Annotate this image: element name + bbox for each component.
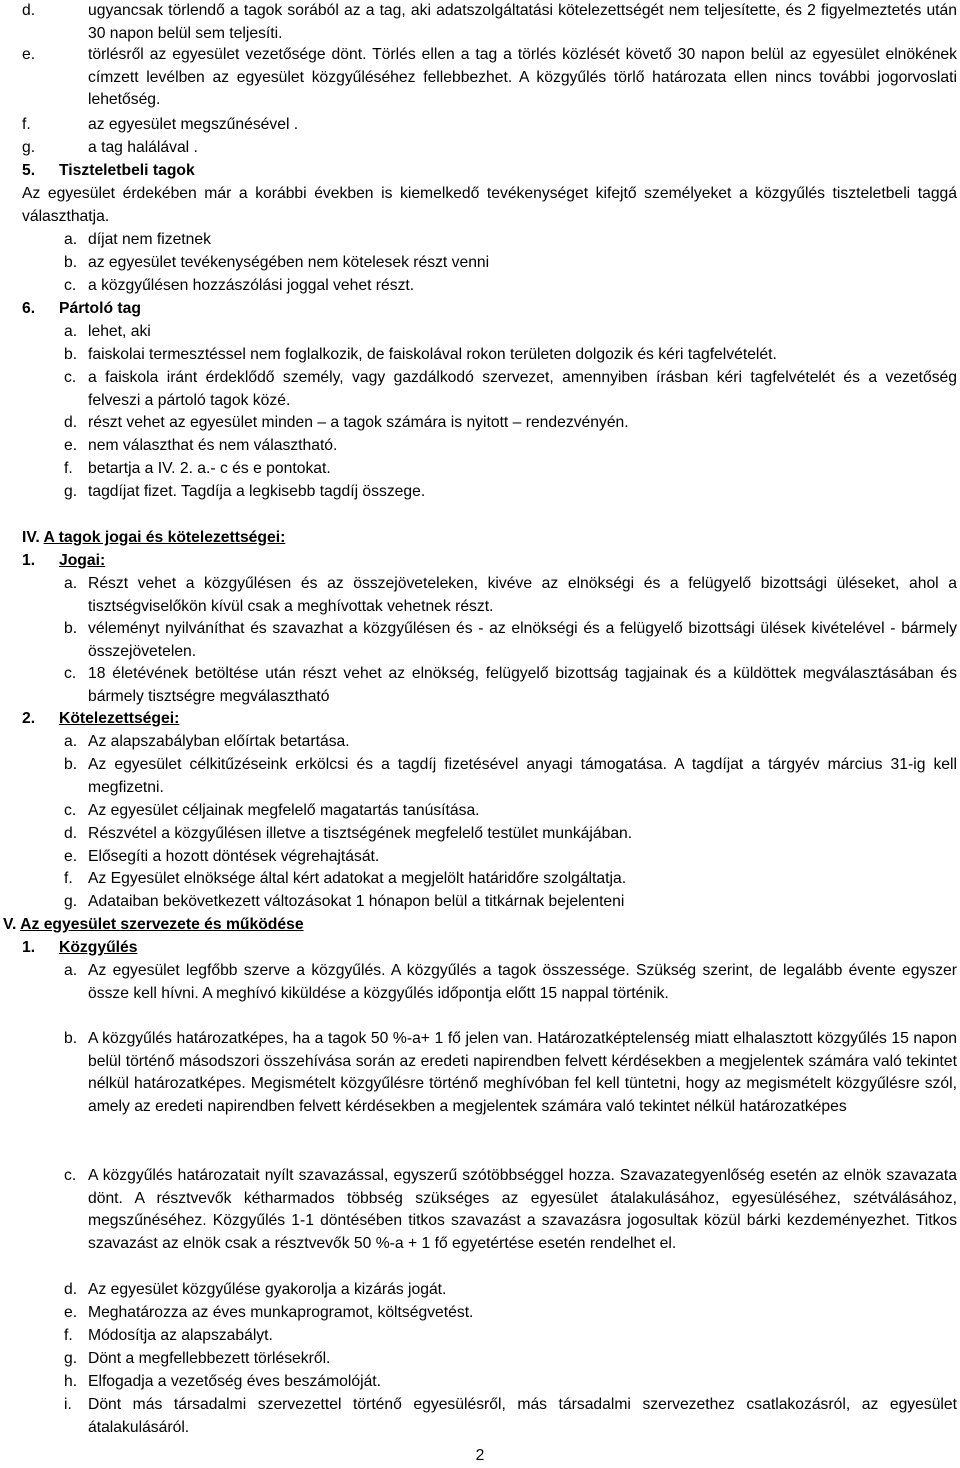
item-label: b.	[64, 254, 78, 271]
item-label: d.	[64, 825, 78, 842]
list-item	[22, 0, 957, 46]
item-label: f.	[22, 116, 31, 133]
item-text: a faiskola iránt érdeklődő személy, vagy gazdálkodó szervezet, amennyiben írásban kéri tagfelvételét és a vezetőség felveszi a pártoló tagok közé.	[88, 369, 957, 409]
list-item	[64, 344, 957, 367]
item-text: Részvétel a közgyűlésen illetve a tisztségének megfelelő testület munkájában.	[88, 825, 633, 842]
list-item	[64, 754, 957, 799]
item-label: a.	[64, 962, 78, 979]
item-label: a.	[64, 733, 78, 750]
list-item	[64, 868, 957, 891]
item-text: az egyesület megszűnésével .	[88, 116, 299, 133]
item-text: Az egyesület közgyűlése gyakorolja a kizárás jogát.	[88, 1281, 447, 1298]
list-item	[64, 800, 957, 823]
list-item	[64, 1028, 957, 1118]
item-label: a.	[64, 575, 78, 592]
section-number: V.	[3, 916, 17, 933]
item-label: g.	[22, 139, 36, 156]
list-item	[64, 275, 957, 298]
list-item	[64, 321, 957, 344]
item-label: c.	[64, 369, 77, 386]
item-label: f.	[64, 1327, 73, 1344]
list-item	[64, 663, 957, 708]
item-text: Az Egyesület elnöksége által kért adatokat a megjelölt határidőre szolgáltatja.	[88, 870, 627, 887]
list-item	[64, 252, 957, 275]
list-item	[64, 1348, 957, 1371]
item-text: az egyesület tevékenységében nem kötelesek részt venni	[88, 254, 490, 271]
list-item	[64, 1165, 957, 1255]
item-label: b.	[64, 1030, 78, 1047]
item-text: díjat nem fizetnek	[88, 231, 211, 248]
list-item	[64, 229, 957, 252]
section-heading	[22, 298, 957, 321]
item-label: g.	[64, 1350, 78, 1367]
item-label: g.	[64, 893, 78, 910]
section-number: 5.	[22, 162, 36, 179]
list-item	[64, 1394, 957, 1439]
item-text: Részt vehet a közgyűlésen és az összejöveteleken, kivéve az elnökségi és a felügyelő bizottsági üléseket, ahol a tisztségviselőkön kívül csak a meghívottak vehetnek részt.	[88, 575, 957, 615]
list-item	[22, 44, 957, 112]
item-label: d.	[22, 2, 36, 19]
item-text: részt vehet az egyesület minden – a tagok számára is nyitott – rendezvényén.	[88, 414, 629, 431]
item-text: véleményt nyilváníthat és szavazhat a közgyűlésen és - az elnökségi és a felügyelő bizottsági ülések kivételével - bármely összejövetelen.	[88, 620, 957, 660]
subsection-heading	[22, 937, 957, 960]
list-item	[64, 618, 957, 663]
subsection-heading	[22, 550, 957, 573]
subsection-heading	[22, 708, 957, 731]
page-number: 2	[475, 1447, 485, 1464]
item-text: Adataiban bekövetkezett változásokat 1 hónapon belül a titkárnak bejelenteni	[88, 893, 625, 910]
item-label: b.	[64, 756, 78, 773]
item-text: Az egyesület céljainak megfelelő magatartás tanúsítása.	[88, 802, 480, 819]
item-text: Elősegíti a hozott döntések végrehajtását.	[88, 848, 380, 865]
subsection-title: Közgyűlés	[59, 939, 138, 956]
item-text: Dönt a megfellebbezett törlésekről.	[88, 1350, 331, 1367]
item-text: Az egyesület célkitűzéseink erkölcsi és a tagdíj fizetésével anyagi támogatása. A tagdíjat a tárgyév március 31-ig kell megfizetni.	[88, 756, 957, 796]
item-text: tagdíjat fizet. Tagdíja a legkisebb tagdíj összege.	[88, 483, 426, 500]
list-item	[64, 960, 957, 1005]
item-label: b.	[64, 620, 78, 637]
subsection-title: Jogai:	[59, 552, 106, 569]
item-label: c.	[64, 277, 77, 294]
item-text: Az egyesület legfőbb szerve a közgyűlés. A közgyűlés a tagok összessége. Szükség szerint, de legalább évente egyszer össze kell hívni. A meghívó kiküldése a közgyűlés időpontja előtt 15 nappal történik.	[88, 962, 957, 1002]
item-label: f.	[64, 870, 73, 887]
list-item	[64, 435, 957, 458]
item-label: i.	[64, 1396, 72, 1413]
section-number: 6.	[22, 300, 36, 317]
section-title: Az egyesület szervezete és működése	[20, 916, 304, 933]
item-label: d.	[64, 414, 78, 431]
item-label: e.	[64, 848, 78, 865]
section-heading	[22, 160, 957, 183]
item-label: e.	[22, 46, 36, 63]
item-text: A közgyűlés határozatképes, ha a tagok 50 %-a+ 1 fő jelen van. Határozatképtelenség miatt elhalasztott közgyűlés 15 napon belül történő másodszori összehívása során az eredeti napirendben felvett kérdésekben a megjelentek számára való tekintet nélkül határozatképes. Megismételt közgyűlésre történő meghívóban fel kell tüntetni, hogy az megismételt közgyűlésre szól, amely az eredeti napirendben felvett kérdésekben a megjelentek számára való tekintet nélkül határozatképes	[88, 1030, 957, 1115]
item-text: Meghatározza az éves munkaprogramot, költségvetést.	[88, 1304, 474, 1321]
item-text: A közgyűlés határozatait nyílt szavazással, egyszerű szótöbbséggel hozza. Szavazategyenlőség esetén az elnök szavazata dönt. A résztvevők kétharmados többség szükséges az egyesület átalakulásához, egyesüléséhez, szétválásához, megszűnéséhez. Közgyűlés 1-1 döntésében titkos szavazást a szavazásra jogosultak közül bárki kezdeményezhet. Titkos szavazást az elnök csak a résztvevők 50 %-a + 1 fő egyetértése esetén rendelhet el.	[88, 1167, 957, 1252]
item-label: d.	[64, 1281, 78, 1298]
list-item	[64, 458, 957, 481]
item-label: b.	[64, 346, 78, 363]
section-title: Tiszteletbeli tagok	[59, 162, 195, 179]
item-text: Az alapszabályban előírtak betartása.	[88, 733, 350, 750]
list-item	[64, 1371, 957, 1394]
list-item	[64, 481, 957, 504]
list-item	[64, 573, 957, 618]
item-text: 18 életévének betöltése után részt vehet az elnökség, felügyelő bizottság tagjainak és a küldöttek megválasztásában és bármely tisztségre megválasztható	[88, 665, 957, 705]
subsection-title: Kötelezettségei:	[59, 710, 180, 727]
item-text: Dönt más társadalmi szervezettel történő egyesülésről, más társadalmi szervezethez csatlakozásról, az egyesület átalakulásáról.	[88, 1396, 957, 1436]
item-text: a tag halálával .	[88, 139, 198, 156]
list-item	[64, 1302, 957, 1325]
list-item	[64, 367, 957, 412]
item-text: a közgyűlésen hozzászólási joggal vehet részt.	[88, 277, 415, 294]
item-label: a.	[64, 231, 78, 248]
list-item	[64, 891, 957, 914]
list-item	[22, 137, 957, 160]
list-item	[64, 1325, 957, 1348]
item-text: lehet, aki	[88, 323, 151, 340]
item-label: c.	[64, 1167, 77, 1184]
list-item	[64, 1279, 957, 1302]
subsection-number: 1.	[22, 552, 36, 569]
item-label: f.	[64, 460, 73, 477]
item-text: Módosítja az alapszabályt.	[88, 1327, 273, 1344]
list-item	[22, 114, 957, 137]
item-text: faiskolai termesztéssel nem foglalkozik, de faiskolával rokon területen dolgozik és kéri tagfelvételét.	[88, 346, 777, 363]
item-label: h.	[64, 1373, 78, 1390]
section-heading	[3, 914, 957, 937]
section-number: IV.	[22, 529, 40, 546]
list-item	[64, 731, 957, 754]
list-item	[64, 412, 957, 435]
item-text: nem választhat és nem választható.	[88, 437, 338, 454]
item-label: c.	[64, 802, 77, 819]
section-heading	[22, 527, 957, 550]
item-text: ugyancsak törlendő a tagok sorából az a tag, aki adatszolgáltatási kötelezettségét nem teljesítette, és 2 figyelmeztetés után 30 napon belül sem teljesíti.	[88, 2, 957, 42]
item-label: e.	[64, 1304, 78, 1321]
item-label: e.	[64, 437, 78, 454]
subsection-number: 2.	[22, 710, 36, 727]
item-label: g.	[64, 483, 78, 500]
list-item	[64, 846, 957, 869]
section-intro	[22, 183, 957, 228]
item-label: a.	[64, 323, 78, 340]
item-text: betartja a IV. 2. a.- c és e pontokat.	[88, 460, 331, 477]
section-title: A tagok jogai és kötelezettségei:	[43, 529, 286, 546]
list-item	[64, 823, 957, 846]
section-title: Pártoló tag	[59, 300, 141, 317]
subsection-number: 1.	[22, 939, 36, 956]
item-label: c.	[64, 665, 77, 682]
item-text: törlésről az egyesület vezetősége dönt. Törlés ellen a tag a törlés közlését követő 30 napon belül az egyesület elnökének címzett levélben az egyesület közgyűléséhez fellebbezhet. A közgyűlés törlő határozata ellen nincs további jogorvoslati lehetőség.	[88, 46, 957, 109]
intro-text: Az egyesület érdekében már a korábbi években is kiemelkedő tevékenységet kifejtő személyeket a közgyűlés tiszteletbeli taggá választhatja.	[22, 185, 957, 225]
item-text: Elfogadja a vezetőség éves beszámolóját.	[88, 1373, 382, 1390]
